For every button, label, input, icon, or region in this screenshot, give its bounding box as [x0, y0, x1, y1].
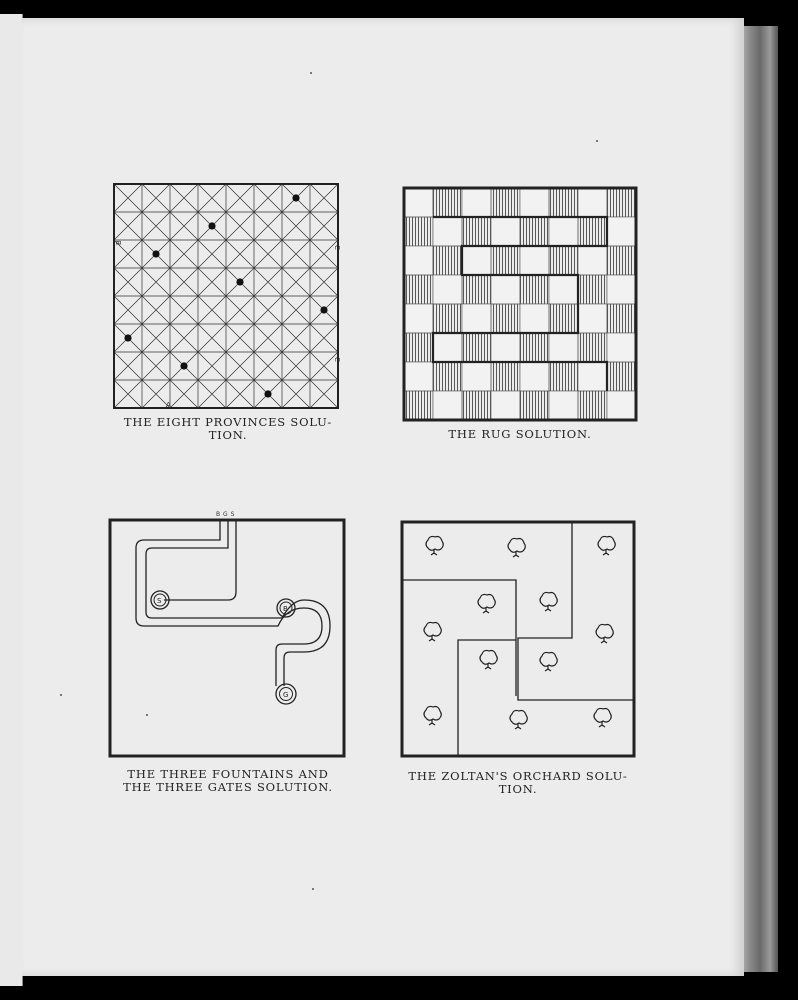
province-label-b: B: [115, 240, 123, 245]
three-fountains-caption-text: THE THREE FOUNTAINS AND THE THREE GATES SOLUTION.: [123, 767, 333, 794]
tree-icon: [424, 706, 441, 725]
rug-caption: [400, 428, 640, 441]
three-fountains-diagram: [108, 506, 348, 760]
province-label-c-bottom: C: [333, 357, 341, 362]
gate-labels-top: B G S: [216, 511, 235, 518]
tree-icon: [594, 708, 611, 727]
rug-grid: [402, 186, 638, 422]
orchard-figure: [400, 520, 638, 760]
rug-caption-text: THE RUG SOLUTION.: [448, 427, 592, 441]
eight-provinces-caption-text: THE EIGHT PROVINCES SOLU- TION.: [123, 415, 333, 442]
eight-provinces-caption: [108, 416, 348, 442]
paper-speck: [312, 888, 314, 890]
rug-figure: [402, 186, 638, 422]
tree-icon: [510, 710, 527, 729]
paper-speck: [146, 714, 148, 716]
tree-icon: [540, 592, 557, 611]
fountain-g-label: G: [283, 691, 289, 699]
left-page-edge: [0, 14, 23, 986]
three-fountains-figure: [108, 506, 348, 760]
book-page: [22, 18, 744, 976]
paper-speck: [60, 694, 62, 696]
tree-icon: [598, 536, 615, 555]
tree-icon: [480, 650, 497, 669]
fountain-b-label: B: [283, 605, 288, 613]
tree-icon: [478, 594, 495, 613]
orchard-diagram: [400, 520, 638, 760]
tree-icon: [596, 624, 613, 643]
tree-icon: [508, 538, 525, 557]
province-label-c-top: C: [333, 245, 341, 250]
eight-provinces-figure: [112, 182, 344, 410]
paper-speck: [596, 140, 598, 142]
fountain-s-label: S: [157, 597, 162, 605]
three-fountains-caption: [102, 768, 354, 794]
eight-provinces-grid: [112, 182, 344, 410]
book-cover-edge: [738, 26, 778, 972]
tree-icon: [426, 536, 443, 555]
tree-icon: [540, 652, 557, 671]
province-label-a: A: [166, 401, 171, 409]
orchard-caption: [396, 770, 640, 796]
tree-icon: [424, 622, 441, 641]
orchard-caption-text: THE ZOLTAN'S ORCHARD SOLU- TION.: [408, 769, 628, 796]
paper-speck: [310, 72, 312, 74]
